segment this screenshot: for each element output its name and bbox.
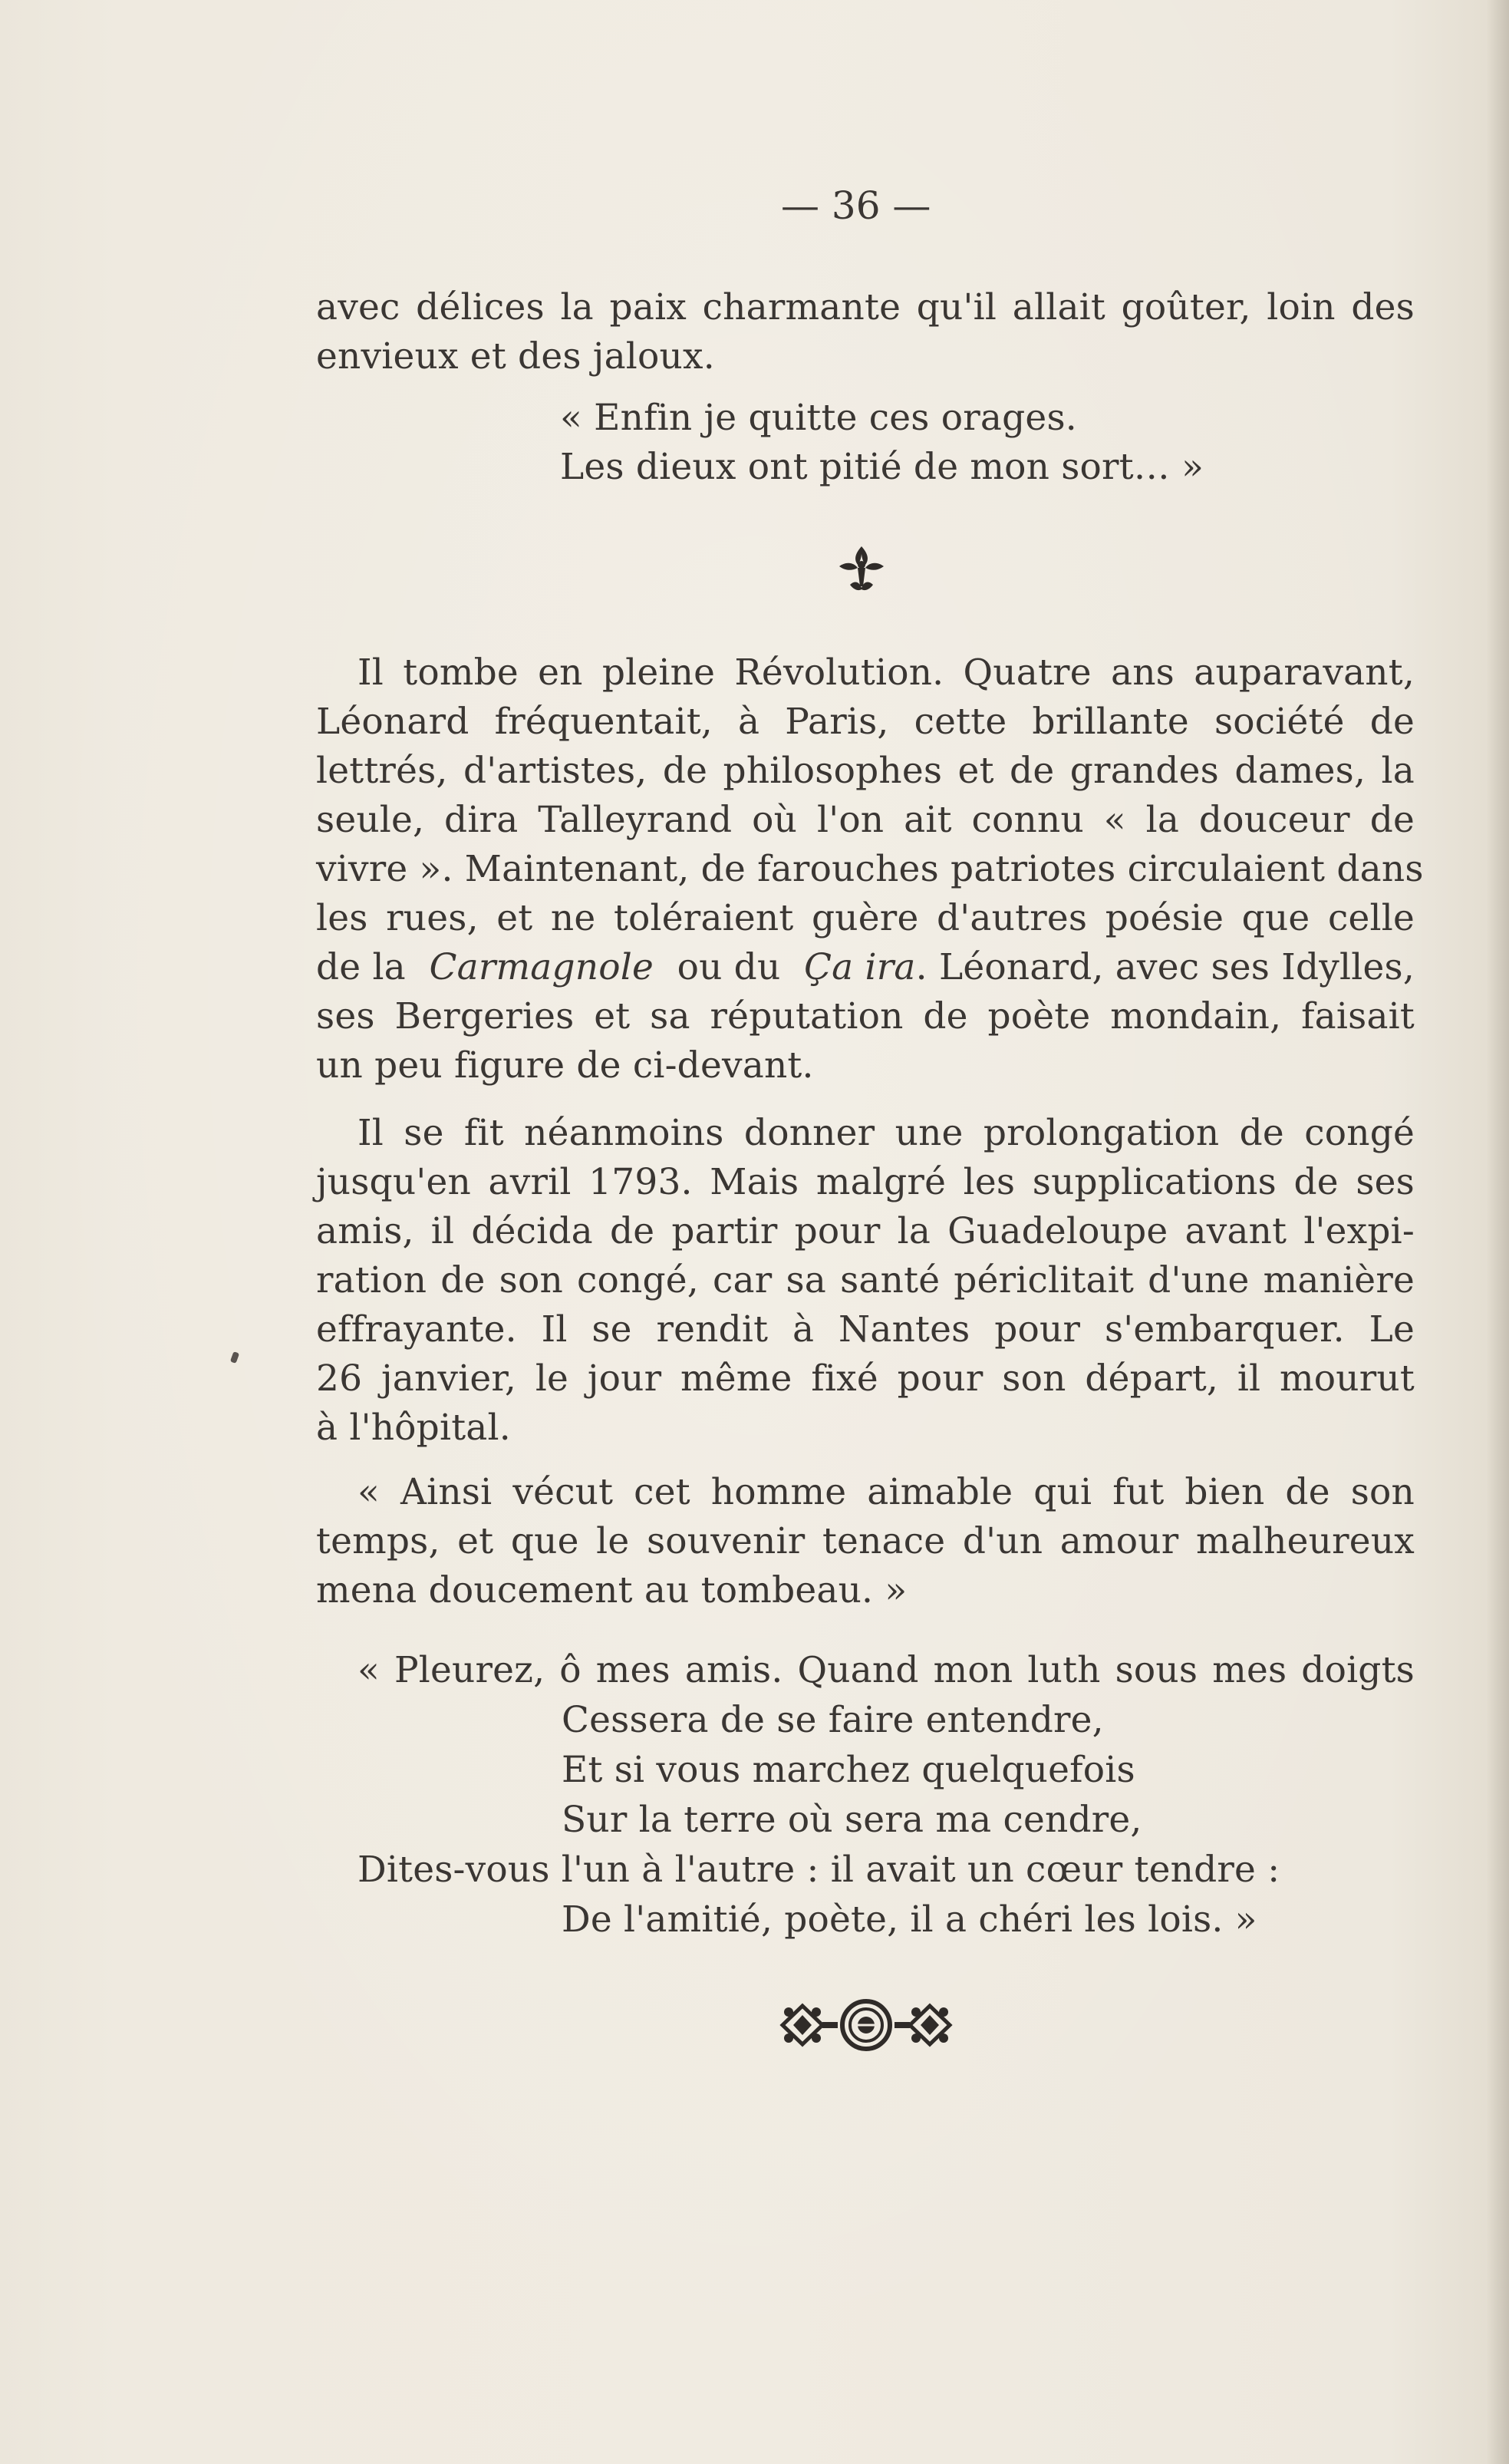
text-line: mena doucement au tombeau. » [316, 1569, 908, 1611]
title-carmagnole: Carmagnole [429, 946, 654, 988]
text-line: ration de son congé, car sa santé périclitait d'une manière [316, 1259, 1415, 1301]
text-line: Il tombe en pleine Révolution. Quatre ans auparavant, [357, 651, 1415, 694]
text-line: temps, et que le souvenir tenace d'un amour malheureux [316, 1520, 1415, 1562]
verse-line: Sur la terre où sera ma cendre, [562, 1799, 1142, 1841]
text-line: seule, dira Talleyrand où l'on ait connu « la douceur de [316, 799, 1415, 841]
title-ca-ira: Ça ira [804, 946, 916, 988]
text-line: 26 janvier, le jour même fixé pour son départ, il mourut [316, 1357, 1415, 1400]
text-line: vivre ». Maintenant, de farouches patriotes circulaient dans [316, 848, 1424, 890]
text-line-mixed [316, 943, 1415, 992]
text-line: effrayante. Il se rendit à Nantes pour s'embarquer. Le [316, 1308, 1415, 1351]
text-line: lettrés, d'artistes, de philosophes et de grandes dames, la [316, 750, 1415, 792]
text-fragment: ou du [677, 946, 781, 988]
text-line: « Ainsi vécut cet homme aimable qui fut bien de son [357, 1471, 1415, 1513]
text-line: ses Bergeries et sa réputation de poète mondain, faisait [316, 995, 1415, 1037]
text-line: envieux et des jaloux. [316, 335, 715, 378]
verse-line: Dites-vous l'un à l'autre : il avait un cœur tendre : [357, 1849, 1280, 1891]
quote-line: Les dieux ont pitié de mon sort… » [560, 446, 1204, 488]
quote-line: « Enfin je quitte ces orages. [560, 397, 1077, 439]
verse-line: Cessera de se faire entendre, [562, 1699, 1104, 1741]
text-fragment [804, 943, 1415, 992]
text-line: avec délices la paix charmante qu'il allait goûter, loin des [316, 286, 1415, 328]
fleuron-icon [835, 542, 888, 595]
text-line: les rues, et ne toléraient guère d'autres poésie que celle [316, 897, 1415, 939]
verse-line: De l'amitié, poète, il a chéri les lois. » [562, 1898, 1257, 1941]
vignette-icon [779, 1998, 953, 2052]
page-number: — 36 — [781, 183, 931, 228]
text-line: à l'hôpital. [316, 1407, 511, 1449]
verse-line: « Pleurez, ô mes amis. Quand mon luth sous mes doigts [357, 1649, 1415, 1691]
text-fragment: . Léonard, avec ses Idylles, [915, 946, 1415, 988]
ink-speck [230, 1351, 239, 1364]
text-line: un peu figure de ci-devant. [316, 1044, 814, 1087]
page-edge-shadow [1486, 0, 1509, 2464]
text-line: Il se fit néanmoins donner une prolongation de congé [357, 1112, 1415, 1154]
text-line: amis, il décida de partir pour la Guadeloupe avant l'expi- [316, 1210, 1415, 1252]
verse-line: Et si vous marchez quelquefois [562, 1749, 1135, 1791]
text-line: jusqu'en avril 1793. Mais malgré les supplications de ses [316, 1161, 1415, 1203]
text-fragment: de la [316, 946, 406, 988]
text-line: Léonard fréquentait, à Paris, cette brillante société de [316, 701, 1415, 743]
